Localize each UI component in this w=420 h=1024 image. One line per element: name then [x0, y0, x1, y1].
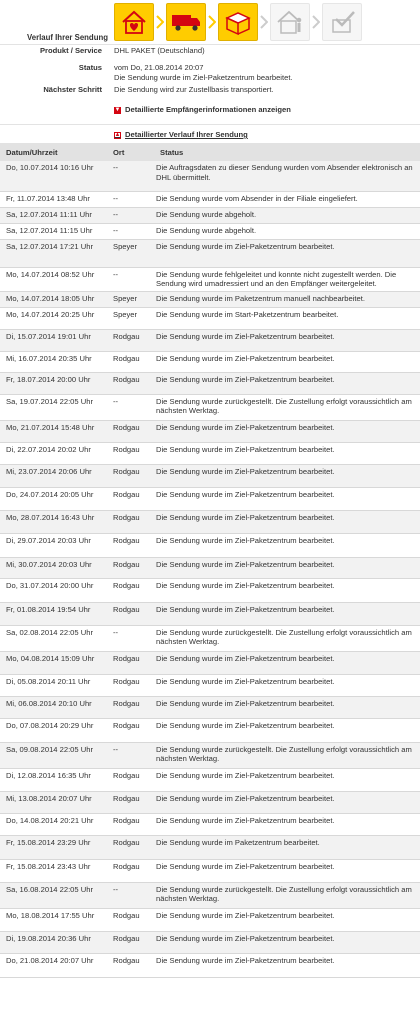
cell-place: Rodgau: [107, 372, 154, 394]
cell-status: Die Sendung wurde im Ziel-Paketzentrum bearbeitet.: [154, 487, 420, 510]
step-delivered-icon: [322, 3, 362, 41]
cell-place: Rodgau: [107, 718, 154, 742]
step-delivery-icon: [270, 3, 310, 41]
table-row: [0, 674, 420, 696]
cell-status: Die Sendung wurde im Ziel-Paketzentrum bearbeitet.: [154, 791, 420, 813]
truck-icon: [170, 11, 202, 33]
cell-status: Die Sendung wurde im Ziel-Paketzentrum bearbeitet.: [154, 718, 420, 742]
cell-date: Mo, 04.08.2014 15:09 Uhr: [0, 651, 107, 674]
cell-date: Mo, 14.07.2014 08:52 Uhr: [0, 267, 107, 291]
table-row: [0, 791, 420, 813]
cell-place: Rodgau: [107, 813, 154, 835]
status-value: [108, 63, 420, 83]
table-row: [0, 835, 420, 859]
checkmark-box-icon: [327, 9, 357, 35]
cell-place: Rodgau: [107, 931, 154, 953]
table-row: [0, 291, 420, 307]
product-value: DHL PAKET (Deutschland): [114, 46, 205, 55]
table-row: [0, 578, 420, 602]
history-details-label: Detaillierter Verlauf Ihrer Sendung: [125, 130, 248, 139]
status-row: [0, 62, 420, 84]
step-transport-icon: [166, 3, 206, 41]
cell-place: Rodgau: [107, 651, 154, 674]
cell-place: Rodgau: [107, 791, 154, 813]
next-step-row: [0, 84, 420, 97]
cell-status: Die Sendung wurde zurückgestellt. Die Zustellung erfolgt voraussichtlich am nächsten Werktag.: [154, 625, 420, 651]
cell-date: Do, 07.08.2014 20:29 Uhr: [0, 718, 107, 742]
cell-status: Die Sendung wurde im Ziel-Paketzentrum bearbeitet.: [154, 239, 420, 267]
cell-status: Die Sendung wurde abgeholt.: [154, 207, 420, 223]
cell-date: Mo, 21.07.2014 15:48 Uhr: [0, 420, 107, 442]
cell-place: Rodgau: [107, 329, 154, 351]
table-row: [0, 394, 420, 420]
cell-date: Di, 22.07.2014 20:02 Uhr: [0, 442, 107, 464]
cell-date: Di, 12.08.2014 16:35 Uhr: [0, 768, 107, 791]
table-row: [0, 931, 420, 953]
cell-status: Die Sendung wurde im Ziel-Paketzentrum bearbeitet.: [154, 651, 420, 674]
cell-status: Die Sendung wurde im Ziel-Paketzentrum bearbeitet.: [154, 420, 420, 442]
table-row: [0, 239, 420, 267]
cell-date: Fr, 18.07.2014 20:00 Uhr: [0, 372, 107, 394]
table-row: [0, 696, 420, 718]
cell-date: Sa, 12.07.2014 11:11 Uhr: [0, 207, 107, 223]
cell-status: Die Sendung wurde fehlgeleitet und konnte nicht zugestellt werden. Die Sendung wird umadressiert und an den Empfänger weitergeleitet.: [154, 267, 420, 291]
cell-date: Di, 29.07.2014 20:03 Uhr: [0, 533, 107, 557]
cell-status: Die Sendung wurde im Paketzentrum bearbeitet.: [154, 835, 420, 859]
cell-date: Sa, 16.08.2014 22:05 Uhr: [0, 882, 107, 908]
table-row: [0, 953, 420, 977]
cell-date: Fr, 15.08.2014 23:29 Uhr: [0, 835, 107, 859]
status-label: Status: [78, 63, 102, 72]
cell-date: Do, 21.08.2014 20:07 Uhr: [0, 953, 107, 977]
cell-date: Mo, 14.07.2014 18:05 Uhr: [0, 291, 107, 307]
cell-place: --: [107, 394, 154, 420]
progress-steps: [114, 3, 362, 41]
cell-place: Rodgau: [107, 835, 154, 859]
table-row: [0, 487, 420, 510]
cell-place: Rodgau: [107, 487, 154, 510]
cell-status: Die Sendung wurde im Ziel-Paketzentrum bearbeitet.: [154, 931, 420, 953]
cell-date: Do, 10.07.2014 10:16 Uhr: [0, 161, 107, 191]
recipient-details-label: Detaillierte Empfängerinformationen anzeigen: [125, 105, 291, 114]
cell-place: --: [107, 267, 154, 291]
chevron-right-icon: [258, 15, 270, 29]
table-row: [0, 223, 420, 239]
cell-date: Mi, 23.07.2014 20:06 Uhr: [0, 464, 107, 487]
cell-status: Die Sendung wurde zurückgestellt. Die Zustellung erfolgt voraussichtlich am nächsten Werktag.: [154, 882, 420, 908]
cell-date: Sa, 09.08.2014 22:05 Uhr: [0, 742, 107, 768]
cell-status: Die Sendung wurde im Ziel-Paketzentrum bearbeitet.: [154, 578, 420, 602]
recipient-details-toggle[interactable]: [114, 105, 420, 115]
table-row: [0, 307, 420, 329]
table-row: [0, 651, 420, 674]
cell-status: Die Sendung wurde vom Absender in der Filiale eingeliefert.: [154, 191, 420, 207]
cell-place: Speyer: [107, 239, 154, 267]
table-row: [0, 859, 420, 882]
cell-status: Die Sendung wurde im Ziel-Paketzentrum bearbeitet.: [154, 768, 420, 791]
cell-date: Sa, 02.08.2014 22:05 Uhr: [0, 625, 107, 651]
column-header-status: Status: [154, 143, 420, 161]
cell-place: Rodgau: [107, 696, 154, 718]
next-step-value: Die Sendung wird zur Zustellbasis transportiert.: [114, 85, 274, 94]
table-row: [0, 510, 420, 533]
cell-date: Sa, 19.07.2014 22:05 Uhr: [0, 394, 107, 420]
cell-place: Speyer: [107, 307, 154, 329]
cell-date: Do, 24.07.2014 20:05 Uhr: [0, 487, 107, 510]
cell-date: Di, 15.07.2014 19:01 Uhr: [0, 329, 107, 351]
cell-place: Rodgau: [107, 420, 154, 442]
status-text: Die Sendung wurde im Ziel-Paketzentrum bearbeitet.: [114, 73, 293, 82]
table-row: [0, 267, 420, 291]
chevron-right-icon: [310, 15, 322, 29]
cell-place: Rodgau: [107, 908, 154, 931]
table-row: [0, 742, 420, 768]
cell-date: Mi, 16.07.2014 20:35 Uhr: [0, 351, 107, 372]
cell-status: Die Sendung wurde im Ziel-Paketzentrum bearbeitet.: [154, 464, 420, 487]
table-row: [0, 191, 420, 207]
cell-place: --: [107, 161, 154, 191]
cell-status: Die Sendung wurde im Ziel-Paketzentrum bearbeitet.: [154, 908, 420, 931]
cell-place: --: [107, 625, 154, 651]
cell-place: Rodgau: [107, 557, 154, 578]
cell-place: --: [107, 207, 154, 223]
table-row: [0, 718, 420, 742]
cell-place: --: [107, 223, 154, 239]
cell-date: Mi, 06.08.2014 20:10 Uhr: [0, 696, 107, 718]
cell-status: Die Sendung wurde im Ziel-Paketzentrum bearbeitet.: [154, 859, 420, 882]
package-box-icon: [223, 9, 253, 35]
table-row: [0, 882, 420, 908]
cell-status: Die Sendung wurde im Ziel-Paketzentrum bearbeitet.: [154, 533, 420, 557]
cell-place: --: [107, 191, 154, 207]
table-row: [0, 372, 420, 394]
cell-status: Die Sendung wurde im Ziel-Paketzentrum bearbeitet.: [154, 953, 420, 977]
section-label: Verlauf Ihrer Sendung: [26, 33, 108, 42]
table-row: [0, 161, 420, 191]
cell-place: --: [107, 742, 154, 768]
cell-date: Mo, 28.07.2014 16:43 Uhr: [0, 510, 107, 533]
cell-date: Di, 19.08.2014 20:36 Uhr: [0, 931, 107, 953]
cell-status: Die Sendung wurde im Ziel-Paketzentrum bearbeitet.: [154, 329, 420, 351]
table-row: [0, 207, 420, 223]
table-row: [0, 464, 420, 487]
cell-place: --: [107, 882, 154, 908]
cell-date: Sa, 12.07.2014 11:15 Uhr: [0, 223, 107, 239]
cell-status: Die Auftragsdaten zu dieser Sendung wurden vom Absender elektronisch an DHL übermittelt.: [154, 161, 420, 191]
table-row: [0, 557, 420, 578]
cell-status: Die Sendung wurde im Ziel-Paketzentrum bearbeitet.: [154, 696, 420, 718]
cell-place: Rodgau: [107, 464, 154, 487]
column-header-date: Datum/Uhrzeit: [0, 143, 107, 161]
tracking-history-table: [0, 143, 420, 978]
house-heart-icon: [119, 8, 149, 36]
cell-place: Rodgau: [107, 510, 154, 533]
shipment-info: [0, 44, 420, 143]
cell-status: Die Sendung wurde im Ziel-Paketzentrum bearbeitet.: [154, 813, 420, 835]
table-row: [0, 351, 420, 372]
cell-status: Die Sendung wurde abgeholt.: [154, 223, 420, 239]
cell-status: Die Sendung wurde im Ziel-Paketzentrum bearbeitet.: [154, 442, 420, 464]
table-row: [0, 602, 420, 625]
cell-place: Speyer: [107, 291, 154, 307]
cell-status: Die Sendung wurde zurückgestellt. Die Zustellung erfolgt voraussichtlich am nächsten Werktag.: [154, 742, 420, 768]
cell-place: Rodgau: [107, 533, 154, 557]
cell-date: Mo, 14.07.2014 20:25 Uhr: [0, 307, 107, 329]
cell-date: Sa, 12.07.2014 17:21 Uhr: [0, 239, 107, 267]
table-row: [0, 442, 420, 464]
table-row: [0, 625, 420, 651]
cell-status: Die Sendung wurde im Ziel-Paketzentrum bearbeitet.: [154, 351, 420, 372]
cell-status: Die Sendung wurde im Ziel-Paketzentrum bearbeitet.: [154, 510, 420, 533]
cell-status: Die Sendung wurde im Ziel-Paketzentrum bearbeitet.: [154, 557, 420, 578]
delivery-person-icon: [275, 8, 305, 36]
cell-date: Fr, 01.08.2014 19:54 Uhr: [0, 602, 107, 625]
cell-status: Die Sendung wurde zurückgestellt. Die Zustellung erfolgt voraussichtlich am nächsten Werktag.: [154, 394, 420, 420]
product-row: [0, 45, 420, 58]
cell-status: Die Sendung wurde im Paketzentrum manuell nachbearbeitet.: [154, 291, 420, 307]
cell-date: Do, 14.08.2014 20:21 Uhr: [0, 813, 107, 835]
cell-place: Rodgau: [107, 602, 154, 625]
table-row: [0, 420, 420, 442]
column-header-place: Ort: [107, 143, 154, 161]
chevron-up-icon: ▲: [114, 132, 121, 138]
table-row: [0, 329, 420, 351]
table-header-row: [0, 143, 420, 161]
cell-place: Rodgau: [107, 859, 154, 882]
chevron-right-icon: [206, 15, 218, 29]
product-label: Produkt / Service: [39, 46, 102, 55]
cell-date: Di, 05.08.2014 20:11 Uhr: [0, 674, 107, 696]
cell-date: Mi, 13.08.2014 20:07 Uhr: [0, 791, 107, 813]
cell-place: Rodgau: [107, 578, 154, 602]
cell-place: Rodgau: [107, 674, 154, 696]
table-row: [0, 908, 420, 931]
cell-place: Rodgau: [107, 768, 154, 791]
chevron-down-icon: ▼: [114, 107, 121, 113]
cell-status: Die Sendung wurde im Ziel-Paketzentrum bearbeitet.: [154, 674, 420, 696]
cell-status: Die Sendung wurde im Ziel-Paketzentrum bearbeitet.: [154, 372, 420, 394]
cell-place: Rodgau: [107, 442, 154, 464]
cell-date: Do, 31.07.2014 20:00 Uhr: [0, 578, 107, 602]
table-row: [0, 813, 420, 835]
cell-status: Die Sendung wurde im Start-Paketzentrum bearbeitet.: [154, 307, 420, 329]
tracking-progress-header: [0, 0, 420, 44]
cell-date: Mo, 18.08.2014 17:55 Uhr: [0, 908, 107, 931]
chevron-right-icon: [154, 15, 166, 29]
table-row: [0, 533, 420, 557]
cell-date: Fr, 11.07.2014 13:48 Uhr: [0, 191, 107, 207]
cell-date: Mi, 30.07.2014 20:03 Uhr: [0, 557, 107, 578]
next-step-label: Nächster Schritt: [43, 85, 102, 94]
cell-place: Rodgau: [107, 351, 154, 372]
cell-date: Fr, 15.08.2014 23:43 Uhr: [0, 859, 107, 882]
cell-place: Rodgau: [107, 953, 154, 977]
status-date: vom Do, 21.08.2014 20:07: [114, 63, 204, 72]
table-row: [0, 768, 420, 791]
history-details-toggle[interactable]: [114, 130, 420, 140]
step-sender-icon: [114, 3, 154, 41]
cell-status: Die Sendung wurde im Ziel-Paketzentrum bearbeitet.: [154, 602, 420, 625]
step-processing-icon: [218, 3, 258, 41]
